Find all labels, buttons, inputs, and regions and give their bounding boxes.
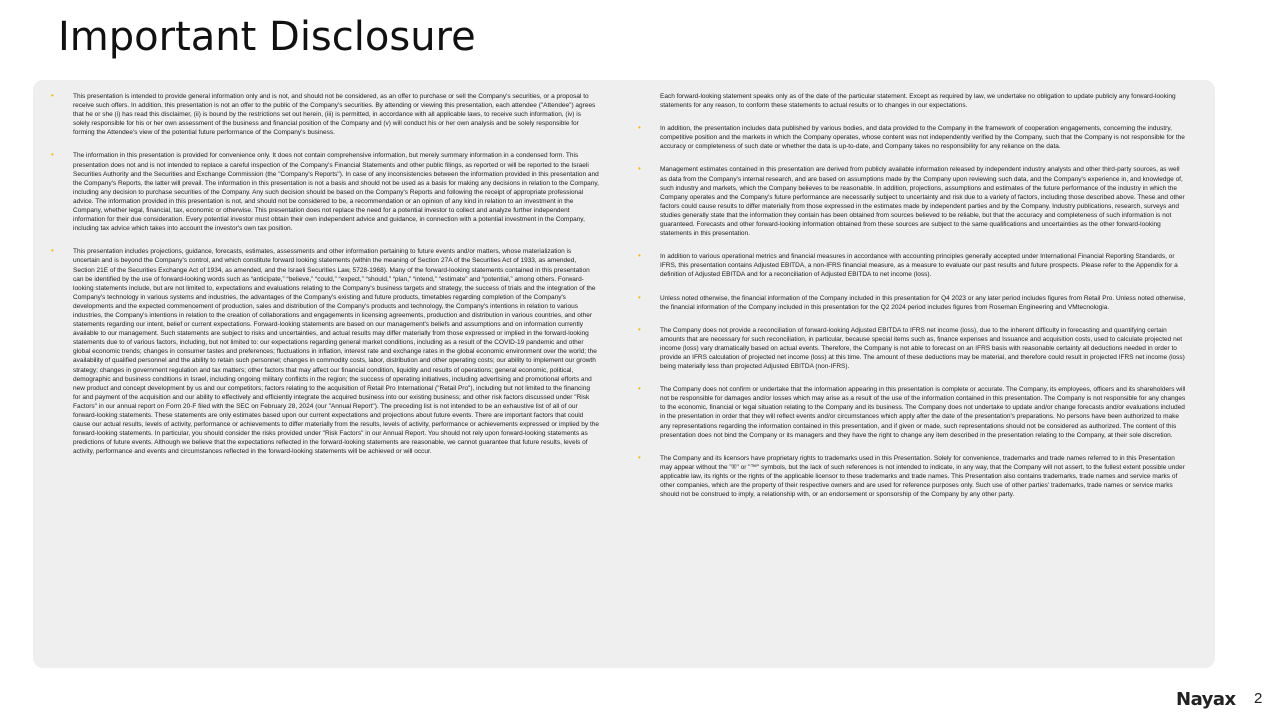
bullet-text: The Company and its licensors have proprietary rights to trademarks used in this Presentation. Solely for convenience, trademarks and trade names referred to in this Presentation may appear without the "®" or "™" symbols, but the lack of such references is not intended to indicate, in any way, that the Company will not assert, to the fullest extent possible under applicable law, its rights or the rights of the applicable licensor to these trademarks and trade names. This Presentation also contains trademarks, trade names and service marks of other companies, which are the property of their respective owners and are used for reference purposes only. Such use of other parties' trademarks, trade names or service marks should not be construed to imply, a relationship with, or an endorsement or sponsorship of the Company by any other party.	[660, 454, 1185, 499]
bullet-text: The information in this presentation is provided for convenience only. It does not contain comprehensive information, but merely summary information in a condensed form. This presentation does not and is not intended to replace a careful inspection of the Company's Financial Statements and other public filings, as reported or will be reported to the Israeli Securities Authority and the Securities and Exchange Commission (the "Company's Reports"). In case of any inconsistencies between the information provided in this presentation and the Company's Reports, the latter will prevail. The information in this presentation is not a basis and should not be used as a basis for making any decisions in relation to the Company, including any decision to purchase securities of the Company. Any such decision should be based on the Company's Reports and following the receipt of appropriate professional advice. The information provided in this presentation is not, and should not be considered to be, a recommendation or an opinion of any kind in relation to an investment in the Company, whether legal, financial, tax, economic or otherwise. This presentation does not replace the need for a potential investor to collect and analyze further independent information for their due consideration. Every potential investor must obtain their own independent advice and guidance, in connection with a potential investment in the Company, including tax advice which takes into account the investor's own tax position.	[73, 152, 599, 233]
circle-bullet-icon: •	[51, 150, 54, 160]
bullet-text: Management estimates contained in this presentation are derived from publicly available information released by independent industry analysts and other third-party sources, as well as data from the Company's internal research, and are based on assumptions made by the Company upon reviewing such data, and the Company's experience in, and knowledge of, such industry and markets, which the Company believes to be reasonable. In addition, projections, assumptions and estimates of the future performance of the industry in which the Company operates and the Company's future performance are necessarily subject to uncertainty and risk due to a variety of factors, including those described above. These and other factors could cause results to differ materially from those expressed in the estimates made by independent parties and by the Company. Industry publications, research, surveys and studies generally state that the information they contain has been obtained from sources believed to be reliable, but that the accuracy and completeness of such information is not guaranteed. Forecasts and other forward-looking information obtained from these sources are subject to the same qualifications and uncertainties as the other forward-looking statements in this presentation.	[660, 166, 1185, 238]
disclosure-bullet	[638, 324, 1188, 371]
left-column	[51, 91, 600, 470]
disclosure-panel	[33, 80, 1215, 668]
bullet-text: The Company does not provide a reconciliation of forward-looking Adjusted EBITDA to IFRS net income (loss), due to the inherent difficulty in forecasting and quantifying certain amounts that are necessary for such reconciliation, in particular, because special items such as, finance expenses and Issuance and acquisition costs, used to calculate projected net income (loss) vary dramatically based on actual events. Therefore, the Company is not able to forecast on an IFRS basis with reasonable certainty all deductions needed in order to provide an IFRS calculation of projected net income (loss) at this time. The amount of these deductions may be material, and therefore could result in projected IFRS net income (loss) being materially less than projected Adjusted EBITDA (non-IFRS).	[660, 326, 1185, 371]
circle-bullet-icon: •	[51, 91, 54, 100]
bullet-text: This presentation is intended to provide general information only and is not, and should not be considered, as an offer to purchase or sell the Company's securities, or a proposal to receive such offers. In addition, this presentation is not an offer to the public of the Company's securities. By attending or viewing this presentation, each attendee ("Attendee") agrees that he or she (i) has read this disclaimer, (ii) is bound by the restrictions set out herein, (iii) is permitted, in accordance with all applicable laws, to receive such information, (iv) is solely responsible for his or her own assessment of the business and financial position of the Company and (v) will conduct his or her own analysis and be solely responsible for forming the Attendee's view of the potential future performance of the Company's business.	[73, 93, 596, 137]
circle-bullet-icon: •	[638, 251, 641, 261]
disclosure-bullet	[51, 246, 600, 456]
bullet-text: This presentation includes projections, guidance, forecasts, estimates, assessments and other information pertaining to future events and/or matters, whose materialization is uncertain and is beyond the Company's control, and which constitute forward looking statements (within the meaning of Section 27A of the Securities Act of 1933, as amended, Section 21E of the Securities Exchange Act of 1934, as amended, and the Israeli Securities Law, 5728-1968). Many of the forward-looking statements contained in this presentation can be identified by the use of forward-looking words such as “anticipate,” “believe,” “could,” “expect,” “should,” “plan,” “intend,” “estimate” and “potential,” among others. Forward-looking statements include, but are not limited to, expectations and evaluations relating to the Company's business targets and strategy, the success of trials and the integration of the Company's technology in various systems and industries, the advantages of the Company's existing and future products, timetables regarding completion of the Company's developments and the expected commencement of production, sales and distribution of the Company's products and technology, the Company's intentions in relation to various industries, the Company's intentions in relation to the creation of collaborations and engagements in licensing agreements, production and distribution in various countries, and other statements regarding our intent, belief or current expectations. Forward-looking statements are based on our management's beliefs and assumptions and on information currently available to our management. Such statements are subject to risks and uncertainties, and actual results may differ materially from those expressed or implied in the forward-looking statements due to of various factors, including, but not limited to: our expectations regarding general market conditions, including as a result of the COVID-19 pandemic and other global economic trends; changes in consumer tastes and preferences; fluctuations in inflation, interest rate and exchange rates in the global economic environment over the world; the availability of qualified personnel and the ability to retain such personnel; changes in commodity costs, labor, distribution and other operating costs; our ability to implement our growth strategy; changes in government regulation and tax matters; other factors that may affect our financial condition, liquidity and results of operations; general economic, political, demographic and business conditions in Israel, including ongoing military conflicts in the region; the success of operating initiatives, including advertising and promotional efforts and new product and concept development by us and our competitors; factors relating to the acquisition of Retail Pro International ("Retail Pro"), including but not limited to the financing for and payment of the acquisition and our ability to effectively and efficiently integrate the acquired business into our existing business; and other risk factors discussed under "Risk Factors" in our annual report on Form 20-F filed with the SEC on February 28, 2024 (our "Annual Report"). The preceding list is not intended to be an exhaustive list of all of our forward-looking statements. These statements are only estimates based upon our current expectations and projections about future events. There are important factors that could cause our actual results, levels of activity, performance or achievements to differ materially from the results, levels of activity, performance or achievements expressed or implied by the forward-looking statements. In particular, you should consider the risks provided under "Risk Factors" in our Annual Report. You should not rely upon forward-looking statements as predictions of future events. Although we believe that the expectations reflected in the forward-looking statements are reasonable, we cannot guarantee that future results, levels of activity, performance and events and circumstances reflected in the forward-looking statements will be achieved or will occur.	[73, 248, 600, 456]
disclosure-bullet	[638, 123, 1188, 151]
disclosure-bullet	[638, 251, 1188, 279]
circle-bullet-icon: •	[638, 164, 641, 174]
disclosure-bullet	[638, 164, 1188, 238]
circle-bullet-icon: •	[638, 324, 641, 334]
right-column	[638, 92, 1188, 513]
circle-bullet-icon: •	[51, 246, 54, 256]
paragraph-text: Each forward-looking statement speaks only as of the date of the particular statement. Except as required by law, we undertake no obligation to update publicly any forward-looking statements for any reason, to conform these statements to actual results or to changes in our expectations.	[660, 93, 1176, 110]
bullet-text: Unless noted otherwise, the financial information of the Company included in this presentation for Q4 2023 or any later period includes figures from Retail Pro. Unless noted otherwise, the financial information of the Company included in this presentation for the Q2 2024 period includes figures from Roseman Engineering and VMtecnologia.	[660, 294, 1186, 311]
bullet-text: In addition, the presentation includes data published by various bodies, and data provided to the Company in the framework of cooperation engagements, concerning the industry, competitive position and the markets in which the Company operates, whose content was not independently verified by the Company, such that the Company is not responsible for the accuracy or completeness of such date or whether the data is up-to-date, and Company takes no responsibility for any reliance on the data.	[660, 125, 1185, 151]
page-title: Important Disclosure	[58, 14, 476, 60]
page-number: 2	[1254, 690, 1263, 707]
circle-bullet-icon: •	[638, 292, 641, 302]
disclosure-paragraph	[660, 92, 1188, 110]
disclosure-bullet	[51, 150, 599, 233]
disclosure-bullet	[638, 452, 1188, 499]
circle-bullet-icon: •	[638, 123, 641, 133]
circle-bullet-icon: •	[638, 452, 641, 462]
disclosure-bullet	[638, 292, 1188, 312]
bullet-text: In addition to various operational metrics and financial measures in accordance with accounting principles generally accepted under International Financial Reporting Standards, or IFRS, this presentation contains Adjusted EBITDA, a non-IFRS financial measure, as a measure to evaluate our past results and future prospects. Please refer to the Appendix for a definition of Adjusted EBITDA and for a reconciliation of Adjusted EBITDA to net income (loss).	[660, 253, 1178, 279]
disclosure-bullet	[638, 384, 1188, 440]
disclosure-bullet	[51, 91, 599, 137]
circle-bullet-icon: •	[638, 384, 641, 394]
nayax-logo: Nayax	[1176, 689, 1236, 710]
bullet-text: The Company does not confirm or undertake that the information appearing in this presentation is complete or accurate. The Company, its employees, officers and its shareholders will not be responsible for damages and/or losses which may arise as a result of the use of the information contained in this presentation. The Company is not responsible for any changes to the economic, financial or legal situation relating to the Company and its business. The Company does not undertake to update and/or change forecasts and/or evaluations included in the presentation in order that they will reflect events and/or circumstances which apply after the date of the presentation's preparations. No persons have been authorized to make any representations regarding the information contained in this presentation, and if given or made, such representations should not be considered as authorized. The content of this presentation does not bind the Company or its managers and they have the right to change any item described in the presentation relating to the Company, at their sole discretion.	[660, 386, 1186, 439]
